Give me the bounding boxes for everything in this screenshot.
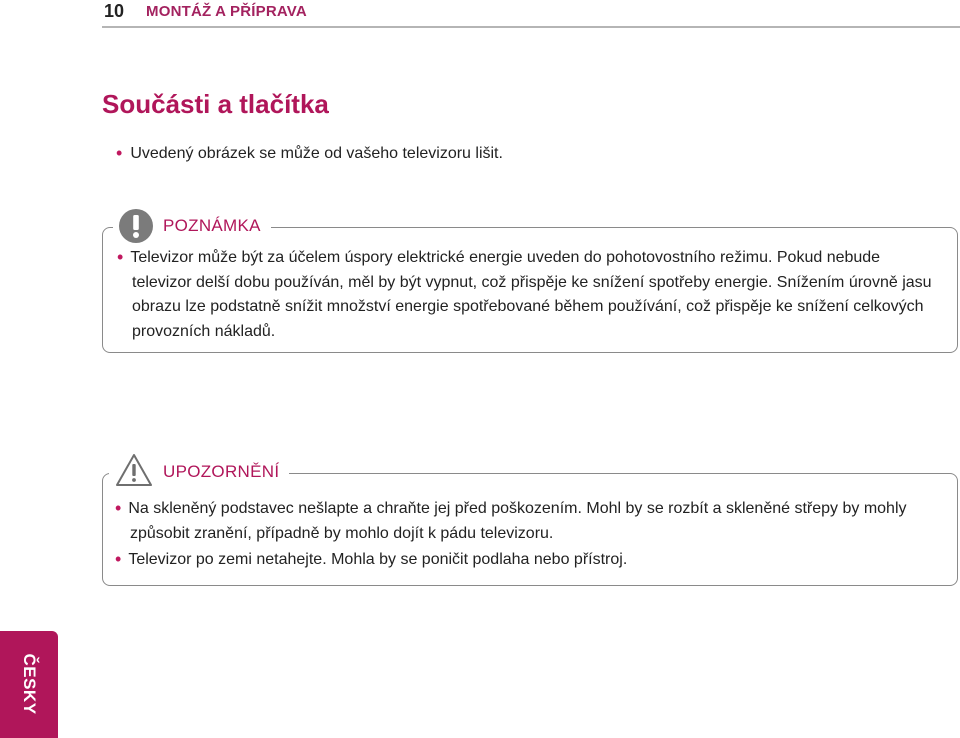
list-item: [115, 495, 937, 546]
caution-box: [102, 462, 958, 586]
section-title: MONTÁŽ A PŘÍPRAVA: [146, 3, 307, 20]
note-title: POZNÁMKA: [163, 216, 261, 235]
header-divider: [102, 26, 960, 28]
warning-triangle-icon: [115, 453, 153, 492]
language-tab: [0, 631, 58, 738]
list-item: [117, 244, 937, 344]
bullet-icon: •: [116, 143, 123, 163]
exclamation-circle-icon: [119, 209, 153, 243]
bullet-icon: •: [115, 549, 122, 569]
caution-box-header: [109, 450, 289, 494]
note-item-text: Televizor může být za účelem úspory elektrické energie uveden do pohotovostního režimu. Pokud nebude televizor delší dobu používán, měl by být vypnut, což přispěje ke snížení spotřeby energie. Snížením úrovně jasu obrazu lze podstatně snížit množství energie spotřebované během používání, což přispěje ke snížení celkových provozních nákladů.: [130, 249, 932, 340]
list-item: [116, 142, 503, 164]
language-label: ČESKY: [20, 653, 39, 715]
caution-body: [115, 495, 937, 573]
page-title: Součásti a tlačítka: [102, 89, 329, 119]
bullet-icon: •: [117, 247, 124, 267]
intro-list: [116, 142, 503, 164]
intro-item-text: Uvedený obrázek se může od vašeho televizoru lišit.: [130, 145, 503, 162]
caution-item-text: Na skleněný podstavec nešlapte a chraňte jej před poškozením. Mohl by se rozbít a skleněné střepy by mohly způsobit zranění, případně by mohlo dojít k pádu televizoru.: [128, 500, 907, 542]
note-body: [117, 244, 937, 344]
note-box: [102, 216, 958, 353]
caution-title: UPOZORNĚNÍ: [163, 462, 280, 481]
bullet-icon: •: [115, 498, 122, 518]
page-header: [102, 0, 960, 26]
list-item: [115, 546, 937, 573]
note-box-header: [113, 206, 271, 246]
caution-item-text: Televizor po zemi netahejte. Mohla by se poničit podlaha nebo přístroj.: [128, 551, 628, 568]
page-number: 10: [104, 1, 125, 21]
